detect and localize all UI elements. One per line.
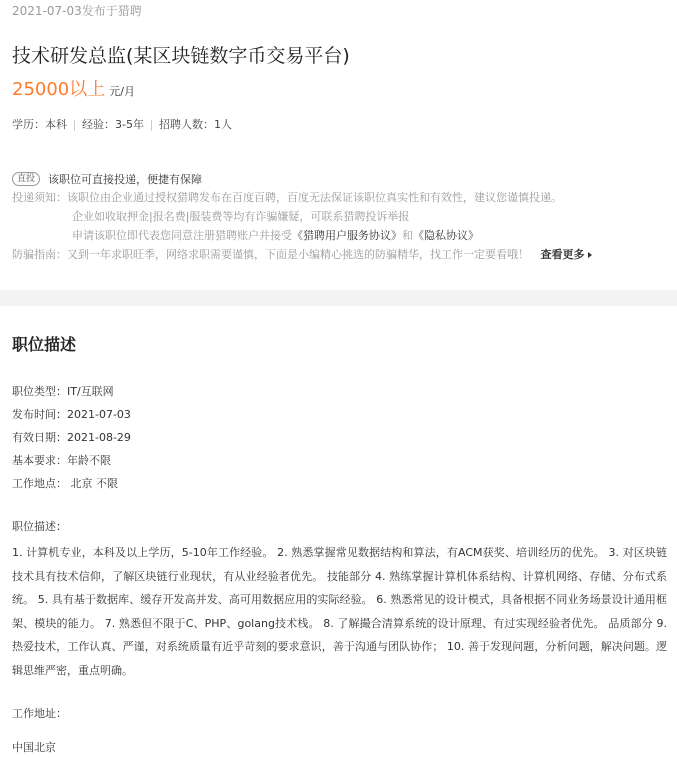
info-job-type: 职位类型：IT/互联网 <box>12 385 114 398</box>
job-header-card <box>0 0 677 290</box>
info-publish-time: 发布时间：2021-07-03 <box>12 408 131 421</box>
divider <box>151 120 152 131</box>
divider <box>74 120 75 131</box>
info-basic-requirement: 基本要求：年龄不限 <box>12 454 111 467</box>
notice-line-1 <box>12 188 665 207</box>
notice-line-3 <box>12 226 665 245</box>
salary <box>12 78 665 104</box>
address-label: 工作地址： <box>12 707 67 720</box>
requirement-headcount: 招聘人数：1人 <box>158 118 232 131</box>
user-agreement-link[interactable]: 《猎聘用户服务协议》 <box>292 229 402 242</box>
section-title: 职位描述 <box>12 335 77 354</box>
description-body: 1. 计算机专业，本科及以上学历，5-10年工作经验。 2. 熟悉掌握常见数据结构和算法，有ACM获奖、培训经历的优先。 3. 对区块链技术具有技术信仰，了解区块链行业现状，有从业经验者优先。 技能部分 4. 熟练掌握计算机体系结构、计算机网络、存储、分布式系统。 5. 具有基于数据库、缓存开发高并发、高可用数据应用的实际经验。 6. 熟悉常见的设计模式，具备根据不同业务场景设计通用框架、模块的能力。 7. 熟悉但不限于C、PHP、golang技术栈。 8. 了解撮合清算系统的设计原理、有过实现经验者优先。 品质部分 9. 热爱技术，工作认真、严谨，对系统质量有近乎苛刻的要求意识，善于沟通与团队协作； 10. 善于发现问题，分析问题，解决问题。逻辑思维严密，重点明确。 <box>12 546 667 677</box>
info-valid-date: 有效日期：2021-08-29 <box>12 431 131 444</box>
requirement-experience: 经验：3-5年 <box>82 118 144 131</box>
job-description-card <box>0 306 677 758</box>
direct-apply-text: 该职位可直接投递，便捷有保障 <box>48 173 203 186</box>
direct-apply-badge: 直投 <box>12 172 40 186</box>
fraud-guide-text: 又到一年求职旺季，网络求职需要谨慎，下面是小编精心挑选的防骗精华，找工作一定要看哦！ <box>67 248 529 261</box>
section-divider <box>0 290 677 306</box>
privacy-agreement-link[interactable]: 《隐私协议》 <box>413 229 479 242</box>
job-requirements <box>12 116 665 134</box>
fraud-guide-line <box>12 245 665 264</box>
direct-apply-row <box>12 170 665 188</box>
publish-date: 2021-07-03发布于猎聘 <box>12 4 142 18</box>
notice-text: 该职位由企业通过授权猎聘发布在百度百聘，百度无法保证该职位真实性和有效性，建议您谨慎投递。 <box>67 191 562 204</box>
salary-unit: 元/月 <box>109 85 135 98</box>
view-more-link[interactable] <box>541 248 592 261</box>
info-work-location: 工作地点： 北京 不限 <box>12 477 118 490</box>
agreement-and: 和 <box>402 229 413 242</box>
notice-line-2: 企业如收取押金|报名费|服装费等均有诈骗嫌疑，可联系猎聘投诉举报 <box>72 210 410 223</box>
address-value: 中国北京 <box>12 741 56 754</box>
description-label: 职位描述： <box>12 520 67 533</box>
caret-right-icon <box>588 252 592 258</box>
view-more-label: 查看更多 <box>540 248 585 261</box>
fraud-guide-label: 防骗指南： <box>12 248 67 261</box>
job-title: 技术研发总监(某区块链数字币交易平台) <box>12 45 350 67</box>
notice-label: 投递须知： <box>12 191 67 204</box>
agreement-prefix: 申请该职位即代表您同意注册猎聘账户并接受 <box>72 229 292 242</box>
application-notice <box>12 170 665 264</box>
salary-amount: 25000以上 <box>12 79 106 100</box>
requirement-education: 学历：本科 <box>12 118 67 131</box>
